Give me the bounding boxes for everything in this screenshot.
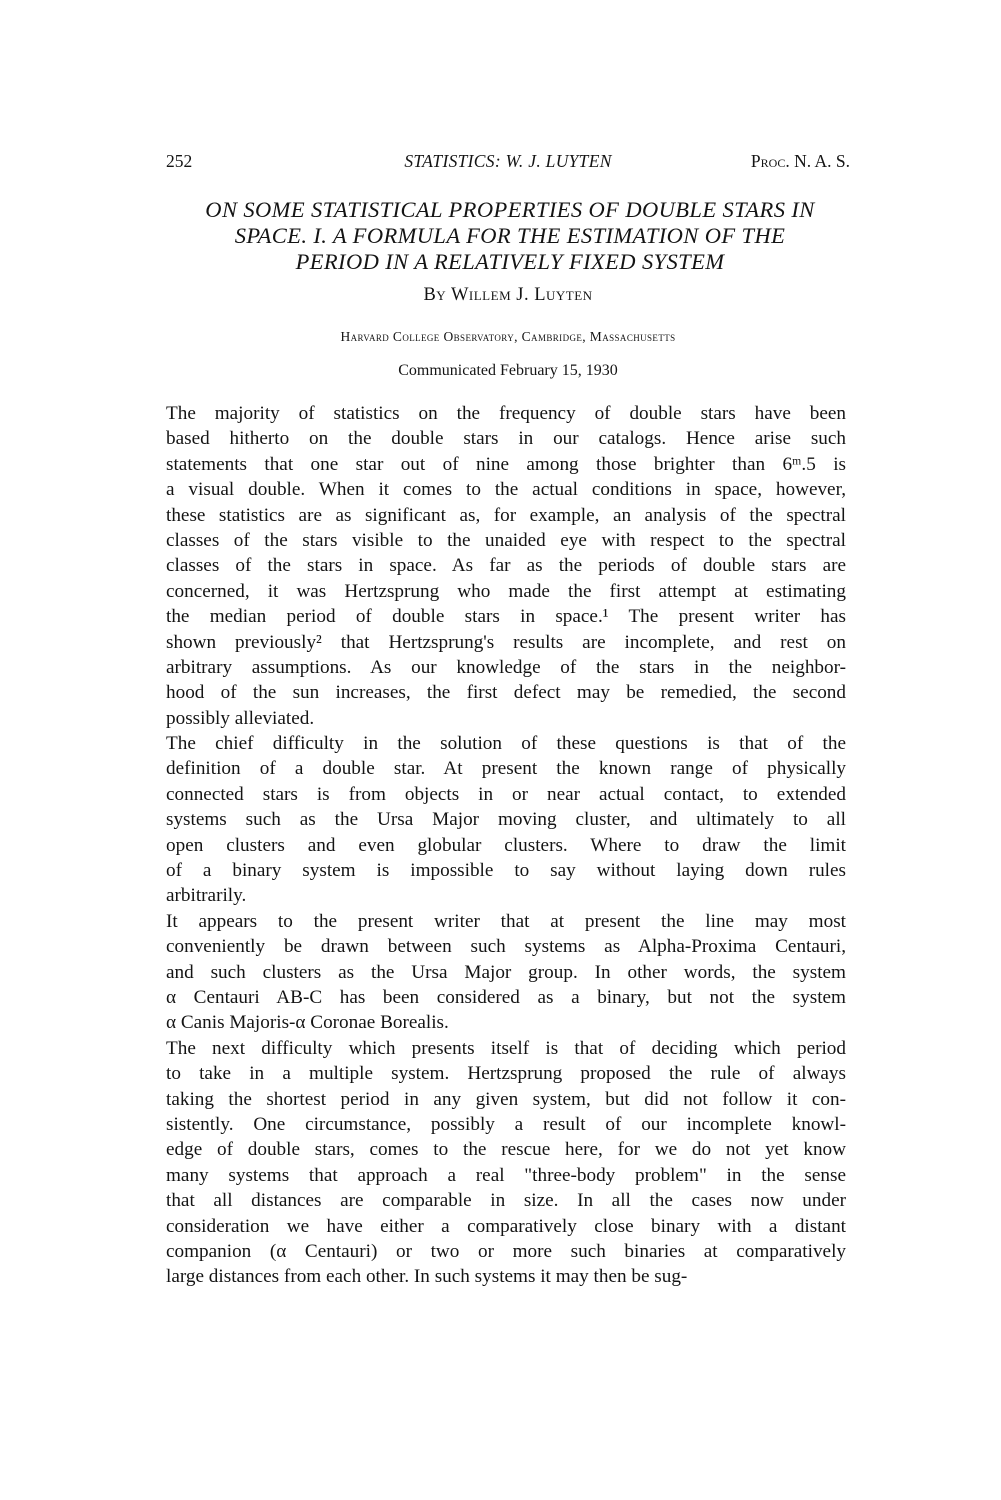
text-line: definition of a double star. At present the known range of physically [166, 758, 846, 780]
text-line: of a binary system is impossible to say without laying down rules [166, 860, 846, 882]
text-line: possibly alleviated. [166, 707, 315, 729]
text-line: a visual double. When it comes to the actual conditions in space, however, [166, 479, 846, 501]
text-line: It appears to the present writer that at present the line may most [166, 910, 846, 932]
text-line: the median period of double stars in space.¹ The present writer has [166, 606, 846, 628]
author-affiliation: Harvard College Observatory, Cambridge, Massachusetts [340, 329, 676, 344]
text-line: hood of the sun increases, the first defect may be remedied, the second [166, 682, 846, 704]
text-line: sistently. One circumstance, possibly a result of our incomplete knowl- [166, 1113, 846, 1135]
text-line: α Centauri AB-C has been considered as a binary, but not the system [166, 986, 846, 1008]
title-line: ON SOME STATISTICAL PROPERTIES OF DOUBLE STARS IN [205, 197, 815, 222]
text-line: shown previously² that Hertzsprung's results are incomplete, and rest on [166, 631, 846, 653]
text-line: open clusters and even globular clusters. Where to draw the limit [166, 834, 846, 856]
text-line: classes of the stars visible to the unaided eye with respect to the spectral [166, 529, 846, 551]
text-line: connected stars is from objects in or near actual contact, to extended [166, 783, 846, 805]
paragraph [166, 731, 846, 909]
paragraph [166, 1036, 846, 1290]
title-line: PERIOD IN A RELATIVELY FIXED SYSTEM [295, 249, 725, 274]
page-number: 252 [166, 151, 193, 171]
paragraph [166, 909, 846, 1036]
title-line: SPACE. I. A FORMULA FOR THE ESTIMATION OF THE [234, 223, 786, 248]
text-line: α Canis Majoris-α Coronae Borealis. [166, 1012, 449, 1034]
text-line: consideration we have either a comparatively close binary with a distant [166, 1215, 846, 1237]
text-line: statements that one star out of nine among those brighter than 6ᵐ.5 is [166, 453, 846, 475]
text-line: and such clusters as the Ursa Major group. In other words, the system [166, 961, 846, 983]
text-line: arbitrary assumptions. As our knowledge of the stars in the neighbor- [166, 656, 846, 678]
text-line: systems such as the Ursa Major moving cluster, and ultimately to all [166, 809, 846, 831]
communicated-date: Communicated February 15, 1930 [398, 362, 618, 379]
text-line: many systems that approach a real "three-body problem" in the sense [166, 1164, 846, 1186]
text-line: The majority of statistics on the frequency of double stars have been [166, 403, 846, 424]
paragraph [166, 401, 846, 731]
text-line: taking the shortest period in any given system, but did not follow it con- [166, 1088, 846, 1110]
text-line: that all distances are comparable in size. In all the cases now under [166, 1190, 846, 1212]
text-line: concerned, it was Hertzsprung who made the first attempt at estimating [166, 580, 846, 602]
text-line: arbitrarily. [166, 885, 247, 907]
running-title: STATISTICS: W. J. LUYTEN [404, 151, 612, 171]
article-body [166, 401, 846, 1290]
text-line: classes of the stars in space. As far as the periods of double stars are [166, 555, 846, 577]
text-line: to take in a multiple system. Hertzsprung proposed the rule of always [166, 1063, 846, 1085]
article-title [160, 197, 860, 275]
text-line: companion (α Centauri) or two or more such binaries at comparatively [166, 1240, 846, 1262]
text-line: these statistics are as significant as, for example, an analysis of the spectral [166, 504, 846, 526]
text-line: based hitherto on the double stars in our catalogs. Hence arise such [166, 428, 846, 450]
running-head [166, 151, 850, 177]
journal-name: Proc. N. A. S. [750, 151, 850, 171]
text-line: edge of double stars, comes to the rescue here, for we do not yet know [166, 1139, 846, 1161]
author-byline: By Willem J. Luyten [423, 285, 593, 305]
text-line: The chief difficulty in the solution of these questions is that of the [166, 733, 846, 755]
text-line: conveniently be drawn between such systems as Alpha-Proxima Centauri, [166, 936, 846, 958]
text-line: The next difficulty which presents itself is that of deciding which period [166, 1037, 846, 1059]
text-line: large distances from each other. In such systems it may then be sug- [166, 1266, 688, 1288]
